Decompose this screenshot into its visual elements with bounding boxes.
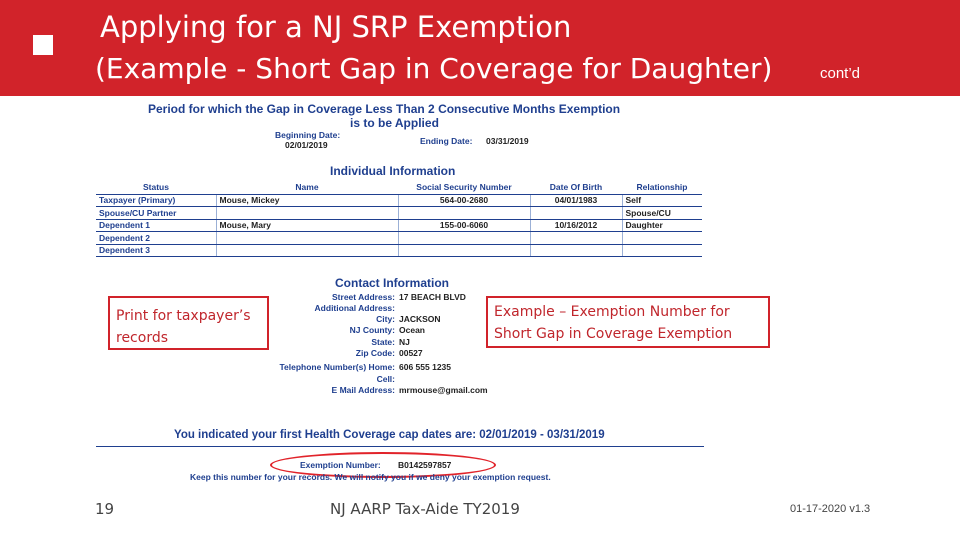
cell-name: Mouse, Mickey <box>216 194 398 207</box>
contact-heading: Contact Information <box>335 276 449 290</box>
cell-relationship: Self <box>622 194 702 207</box>
cell-dob: 10/16/2012 <box>530 219 622 232</box>
cell-ssn <box>398 232 530 245</box>
county-value: Ocean <box>399 325 425 335</box>
individual-heading: Individual Information <box>330 164 456 178</box>
ending-date-value: 03/31/2019 <box>486 136 529 146</box>
cell-dob: 04/01/1983 <box>530 194 622 207</box>
zip-code-label: Zip Code: <box>355 348 395 358</box>
cell-status: Dependent 3 <box>96 244 216 257</box>
city-label: City: <box>376 314 395 324</box>
street-address-label: Street Address: <box>332 292 395 302</box>
cell-name <box>216 232 398 245</box>
coverage-message: You indicated your first Health Coverage cap dates are: 02/01/2019 - 03/31/2019 <box>174 429 605 441</box>
footer-center-text: NJ AARP Tax-Aide TY2019 <box>330 500 520 518</box>
additional-address-label: Additional Address: <box>314 303 395 313</box>
slide-title-line2: (Example - Short Gap in Coverage for Daughter) <box>95 52 773 85</box>
individual-table <box>96 180 702 257</box>
slide-number: 19 <box>95 500 115 518</box>
beginning-date-value: 02/01/2019 <box>285 140 328 150</box>
telephone-label: Telephone Number(s) Home: <box>279 362 395 372</box>
slide-title-line1: Applying for a NJ SRP Exemption <box>100 10 572 44</box>
cell-status: Taxpayer (Primary) <box>96 194 216 207</box>
exemption-number-label: Exemption Number: <box>300 460 381 470</box>
ending-date-label: Ending Date: <box>420 136 473 146</box>
period-heading-line2: is to be Applied <box>350 116 439 130</box>
divider <box>96 446 704 447</box>
print-records-callout: Print for taxpayer’s records <box>108 296 269 350</box>
cell-name <box>216 244 398 257</box>
individual-table-header <box>96 180 702 194</box>
cell-dob <box>530 244 622 257</box>
cell-relationship <box>622 244 702 257</box>
email-value: mrmouse@gmail.com <box>399 385 488 395</box>
slide-header <box>0 0 960 96</box>
state-value: NJ <box>399 337 410 347</box>
cell-name: Mouse, Mary <box>216 219 398 232</box>
exemption-example-callout: Example – Exemption Number for Short Gap in Coverage Exemption <box>486 296 770 348</box>
telephone-value: 606 555 1235 <box>399 362 451 372</box>
city-value: JACKSON <box>399 314 441 324</box>
cell-ssn <box>398 244 530 257</box>
table-row <box>96 232 702 245</box>
col-status: Status <box>96 180 216 194</box>
cell-relationship <box>622 232 702 245</box>
cell-name <box>216 207 398 220</box>
cell-status: Dependent 2 <box>96 232 216 245</box>
cell-ssn <box>398 207 530 220</box>
cell-relationship: Spouse/CU <box>622 207 702 220</box>
street-address-value: 17 BEACH BLVD <box>399 292 466 302</box>
footer-date: 01-17-2020 v1.3 <box>790 503 871 515</box>
cell-relationship: Daughter <box>622 219 702 232</box>
table-row <box>96 207 702 220</box>
col-name: Name <box>216 180 398 194</box>
cell-ssn: 155-00-6060 <box>398 219 530 232</box>
table-row <box>96 244 702 257</box>
col-relationship: Relationship <box>622 180 702 194</box>
table-row <box>96 194 702 207</box>
col-dob: Date Of Birth <box>530 180 622 194</box>
col-ssn: Social Security Number <box>398 180 530 194</box>
cell-status: Dependent 1 <box>96 219 216 232</box>
cell-dob <box>530 207 622 220</box>
continued-label: cont’d <box>820 65 861 82</box>
cell-label: Cell: <box>376 374 395 384</box>
beginning-date-label: Beginning Date: <box>275 130 341 140</box>
zip-code-value: 00527 <box>399 348 423 358</box>
keep-number-note: Keep this number for your records. We will notify you if we deny your exemption request. <box>190 472 551 482</box>
county-label: NJ County: <box>349 325 395 335</box>
bullet-square-icon <box>33 35 53 55</box>
cell-ssn: 564-00-2680 <box>398 194 530 207</box>
state-label: State: <box>371 337 395 347</box>
cell-status: Spouse/CU Partner <box>96 207 216 220</box>
email-label: E Mail Address: <box>331 385 395 395</box>
period-heading-line1: Period for which the Gap in Coverage Less Than 2 Consecutive Months Exemption <box>148 102 621 116</box>
table-row <box>96 219 702 232</box>
exemption-number-value: B0142597857 <box>398 460 452 470</box>
cell-dob <box>530 232 622 245</box>
